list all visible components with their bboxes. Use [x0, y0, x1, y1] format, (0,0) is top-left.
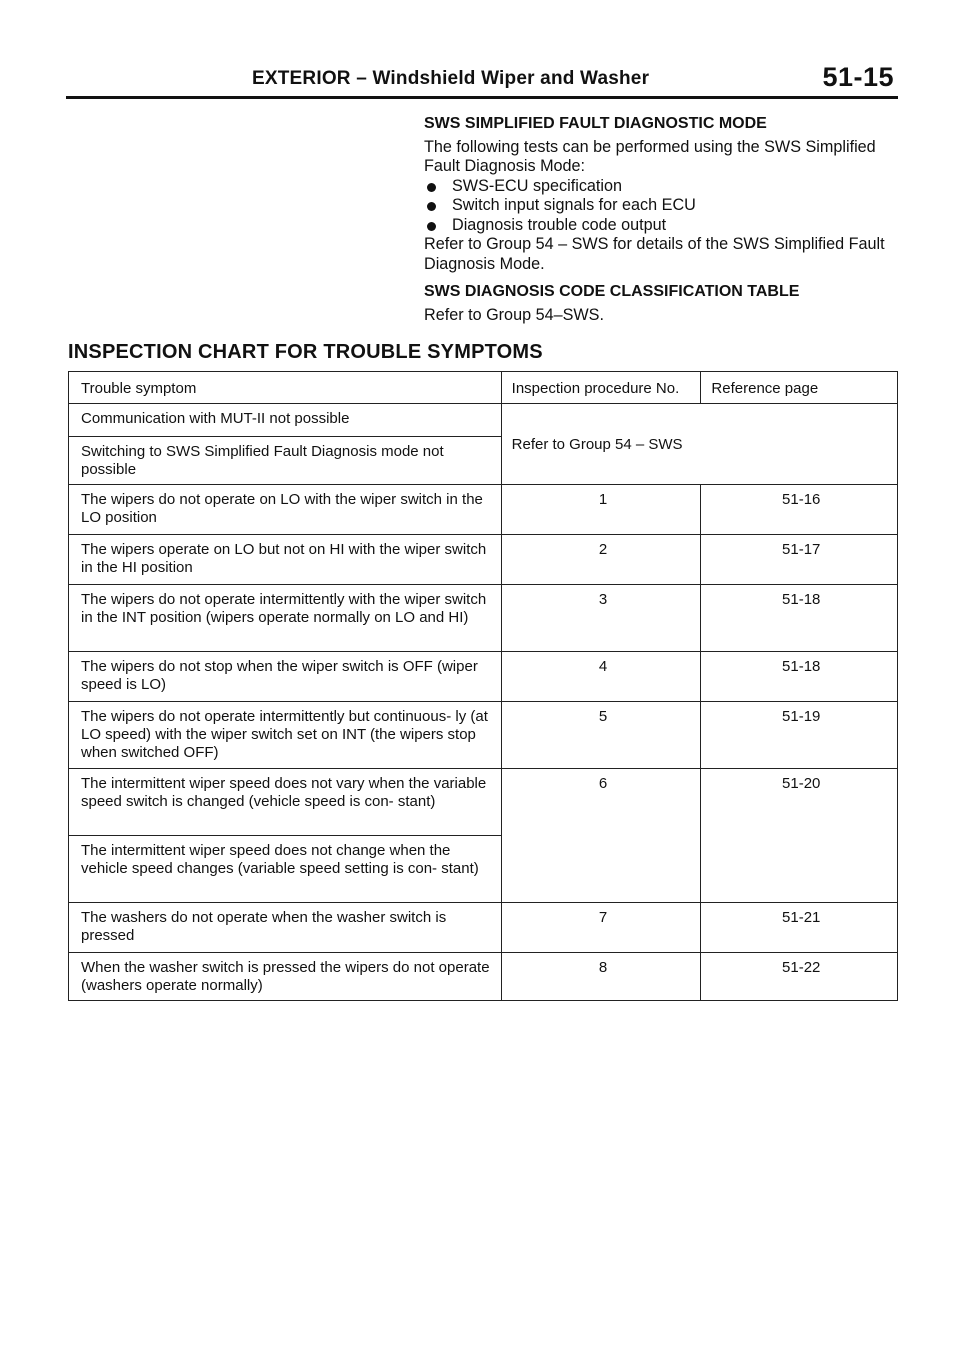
column-header-procedure: Inspection procedure No.	[501, 372, 701, 404]
group-refer-cell: Refer to Group 54 – SWS	[501, 404, 897, 485]
symptom-cell: Communication with MUT-II not possible	[69, 404, 502, 437]
procedure-cell: 4	[501, 652, 701, 702]
sws-section	[424, 114, 900, 325]
inspection-chart-title: INSPECTION CHART FOR TROUBLE SYMPTOMS	[68, 341, 543, 363]
symptom-cell: When the washer switch is pressed the wipers do not operate (washers operate normally)	[69, 953, 502, 1001]
page-header	[66, 62, 898, 99]
procedure-cell: 7	[501, 903, 701, 953]
classification-refer: Refer to Group 54–SWS.	[424, 305, 604, 324]
table-row	[69, 535, 898, 585]
page-cell: 51-16	[701, 485, 898, 535]
sws-bullet-item: SWS-ECU specification	[424, 177, 900, 197]
symptom-cell: The intermittent wiper speed does not vary when the variable speed switch is changed (vehicle speed is con- stant)	[69, 769, 502, 836]
page-cell: 51-17	[701, 535, 898, 585]
symptom-cell: Switching to SWS Simplified Fault Diagnosis mode not possible	[69, 437, 502, 485]
procedure-cell: 1	[501, 485, 701, 535]
sws-bullet-item: Diagnosis trouble code output	[424, 216, 900, 236]
page-cell: 51-18	[701, 652, 898, 702]
table-header-row	[69, 372, 898, 404]
sws-bullet-item: Switch input signals for each ECU	[424, 196, 900, 216]
symptom-cell: The wipers do not operate on LO with the wiper switch in the LO position	[69, 485, 502, 535]
page-cell: 51-22	[701, 953, 898, 1001]
procedure-cell: 6	[501, 769, 701, 903]
classification-heading: SWS DIAGNOSIS CODE CLASSIFICATION TABLE	[424, 283, 800, 300]
procedure-cell: 2	[501, 535, 701, 585]
symptom-cell: The intermittent wiper speed does not change when the vehicle speed changes (variable speed setting is con- stant)	[69, 836, 502, 903]
symptom-cell: The washers do not operate when the washer switch is pressed	[69, 903, 502, 953]
page-cell: 51-19	[701, 702, 898, 769]
table-row	[69, 585, 898, 652]
page-cell: 51-20	[701, 769, 898, 903]
symptom-cell: The wipers do not stop when the wiper switch is OFF (wiper speed is LO)	[69, 652, 502, 702]
page-number: 51-15	[822, 62, 894, 92]
sws-refer-text: Refer to Group 54 – SWS for details of the SWS Simplified Fault Diagnosis Mode.	[424, 235, 885, 273]
table-row	[69, 903, 898, 953]
procedure-cell: 8	[501, 953, 701, 1001]
procedure-cell: 3	[501, 585, 701, 652]
table-row	[69, 652, 898, 702]
table-row	[69, 702, 898, 769]
sws-intro: The following tests can be performed using the SWS Simplified Fault Diagnosis Mode:	[424, 137, 876, 175]
table-row	[69, 485, 898, 535]
table-row	[69, 953, 898, 1001]
sws-bullet-list	[424, 177, 900, 236]
table-row	[69, 769, 898, 836]
inspection-chart-table	[68, 371, 898, 1001]
symptom-cell: The wipers do not operate intermittently with the wiper switch in the INT position (wipers operate normally on LO and HI)	[69, 585, 502, 652]
page-cell: 51-21	[701, 903, 898, 953]
symptom-cell: The wipers operate on LO but not on HI with the wiper switch in the HI position	[69, 535, 502, 585]
section-title: EXTERIOR – Windshield Wiper and Washer	[252, 68, 650, 89]
column-header-symptom: Trouble symptom	[69, 372, 502, 404]
procedure-cell: 5	[501, 702, 701, 769]
symptom-cell: The wipers do not operate intermittently but continuous- ly (at LO speed) with the wiper switch set on INT (the wipers stop when switched OFF)	[69, 702, 502, 769]
sws-heading: SWS SIMPLIFIED FAULT DIAGNOSTIC MODE	[424, 115, 767, 132]
page-cell: 51-18	[701, 585, 898, 652]
column-header-page: Reference page	[701, 372, 898, 404]
table-row	[69, 404, 898, 437]
